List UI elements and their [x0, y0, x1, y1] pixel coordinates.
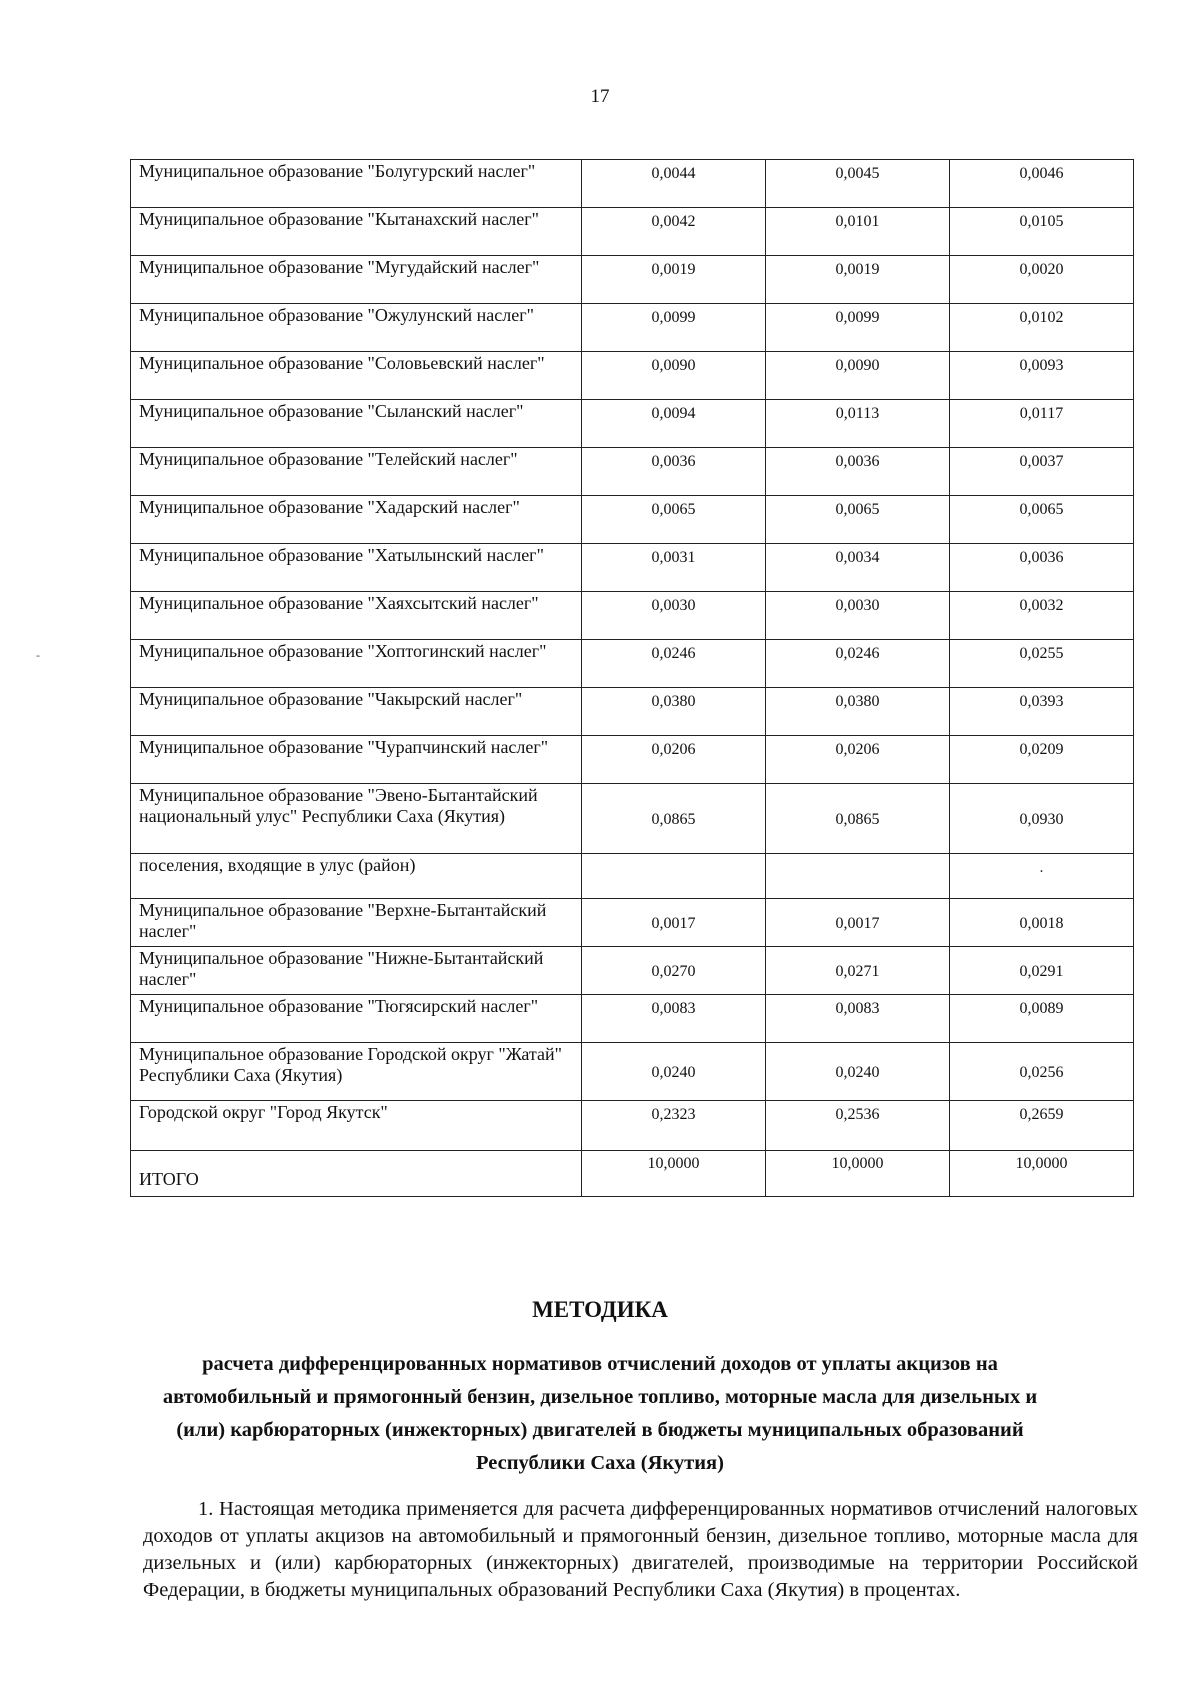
- row-value-2: 0,0206: [766, 736, 950, 784]
- row-value-1: 0,0094: [582, 400, 766, 448]
- row-value-1: 0,0017: [582, 899, 766, 947]
- row-value-3: .: [950, 854, 1134, 899]
- section-subheading: расчета дифференцированных нормативов отчислений доходов от уплаты акцизов на автомобильный и прямогонный бензин, дизельное топливо, моторные масла для дизельных и (или) карбюраторных (инжекторных) двигателей в бюджеты муниципальных образований Республики Саха (Якутия): [162, 1353, 1038, 1474]
- row-value-2: 0,0113: [766, 400, 950, 448]
- table-row-total: [131, 1151, 1134, 1197]
- table-row: [131, 1043, 1134, 1101]
- row-value-2: 0,0865: [766, 784, 950, 854]
- row-value-3: 10,0000: [950, 1151, 1134, 1197]
- row-value-2: 0,0083: [766, 995, 950, 1043]
- row-value-3: 0,0117: [950, 400, 1134, 448]
- row-name: Муниципальное образование "Соловьевский наслег": [131, 352, 582, 400]
- row-value-2: 0,0019: [766, 256, 950, 304]
- row-value-1: 0,0044: [582, 160, 766, 208]
- row-value-3: 0,2659: [950, 1101, 1134, 1151]
- row-value-3: 0,0255: [950, 640, 1134, 688]
- row-name: Муниципальное образование "Сыланский наслег": [131, 400, 582, 448]
- table-row: [131, 352, 1134, 400]
- row-value-2: 0,0036: [766, 448, 950, 496]
- row-value-3: 0,0018: [950, 899, 1134, 947]
- section-heading: МЕТОДИКА: [532, 1297, 668, 1322]
- row-value-3: 0,0393: [950, 688, 1134, 736]
- row-value-1: 0,0240: [582, 1043, 766, 1101]
- row-value-3: 0,0105: [950, 208, 1134, 256]
- row-value-1: 0,0030: [582, 592, 766, 640]
- row-value-1: 0,2323: [582, 1101, 766, 1151]
- row-value-2: 0,0065: [766, 496, 950, 544]
- row-value-2: [766, 854, 950, 899]
- row-name: Муниципальное образование "Хадарский наслег": [131, 496, 582, 544]
- row-value-3: 0,0930: [950, 784, 1134, 854]
- row-name: Муниципальное образование "Кытанахский наслег": [131, 208, 582, 256]
- table-row: [131, 1101, 1134, 1151]
- row-value-1: 0,0206: [582, 736, 766, 784]
- row-value-2: 0,0271: [766, 947, 950, 995]
- row-value-2: 0,0099: [766, 304, 950, 352]
- row-name: Муниципальное образование "Болугурский наслег": [131, 160, 582, 208]
- row-value-2: 0,0240: [766, 1043, 950, 1101]
- row-value-3: 0,0089: [950, 995, 1134, 1043]
- row-value-2: 0,0034: [766, 544, 950, 592]
- table-row: [131, 688, 1134, 736]
- row-value-2: 0,0101: [766, 208, 950, 256]
- table-row: [131, 854, 1134, 899]
- row-value-1: 0,0246: [582, 640, 766, 688]
- row-value-2: 10,0000: [766, 1151, 950, 1197]
- row-value-1: 10,0000: [582, 1151, 766, 1197]
- row-name: Муниципальное образование "Ожулунский наслег": [131, 304, 582, 352]
- row-value-1: 0,0865: [582, 784, 766, 854]
- page-number: 17: [590, 86, 610, 107]
- row-name: Муниципальное образование "Чакырский наслег": [131, 688, 582, 736]
- row-value-2: 0,0380: [766, 688, 950, 736]
- row-value-1: 0,0270: [582, 947, 766, 995]
- table-row: [131, 304, 1134, 352]
- row-value-1: [582, 854, 766, 899]
- row-value-3: 0,0209: [950, 736, 1134, 784]
- row-name: Муниципальное образование Городской округ "Жатай" Республики Саха (Якутия): [131, 1043, 582, 1101]
- row-name: ИТОГО: [131, 1151, 582, 1197]
- table-row: [131, 160, 1134, 208]
- row-name: Муниципальное образование "Хаяхсытский наслег": [131, 592, 582, 640]
- paragraph: 1. Настоящая методика применяется для расчета дифференцированных нормативов отчислений налоговых доходов от уплаты акцизов на автомобильный и прямогонный бензин, дизельное топливо, моторные масла для дизельных и (или) карбюраторных (инжекторных) двигателей, производимые на территории Российской Федерации, в бюджеты муниципальных образований Республики Саха (Якутия) в процентах.: [143, 1498, 1138, 1601]
- row-value-3: 0,0037: [950, 448, 1134, 496]
- row-value-1: 0,0380: [582, 688, 766, 736]
- table-row: [131, 544, 1134, 592]
- norms-table: [130, 159, 1134, 1197]
- row-value-2: 0,0017: [766, 899, 950, 947]
- row-value-1: 0,0090: [582, 352, 766, 400]
- row-value-1: 0,0065: [582, 496, 766, 544]
- row-value-3: 0,0291: [950, 947, 1134, 995]
- table-row: [131, 256, 1134, 304]
- row-value-2: 0,2536: [766, 1101, 950, 1151]
- row-name: Муниципальное образование "Тюгясирский наслег": [131, 995, 582, 1043]
- row-value-3: 0,0065: [950, 496, 1134, 544]
- row-value-1: 0,0031: [582, 544, 766, 592]
- row-value-1: 0,0099: [582, 304, 766, 352]
- row-value-3: 0,0093: [950, 352, 1134, 400]
- row-name: Муниципальное образование "Хатылынский наслег": [131, 544, 582, 592]
- row-name: Муниципальное образование "Эвено-Бытантайский национальный улус" Республики Саха (Якутия): [131, 784, 582, 854]
- table-row: [131, 947, 1134, 995]
- row-value-3: 0,0032: [950, 592, 1134, 640]
- row-value-3: 0,0020: [950, 256, 1134, 304]
- scan-mark: -: [36, 648, 40, 662]
- row-name: Муниципальное образование "Чурапчинский наслег": [131, 736, 582, 784]
- table-row: [131, 995, 1134, 1043]
- table-row: [131, 592, 1134, 640]
- row-name: Муниципальное образование "Нижне-Бытантайский наслег": [131, 947, 582, 995]
- row-name: поселения, входящие в улус (район): [131, 854, 582, 899]
- table-row: [131, 736, 1134, 784]
- table-row: [131, 448, 1134, 496]
- row-value-3: 0,0102: [950, 304, 1134, 352]
- row-value-2: 0,0246: [766, 640, 950, 688]
- table-row: [131, 400, 1134, 448]
- table-row: [131, 640, 1134, 688]
- row-value-1: 0,0083: [582, 995, 766, 1043]
- table-row: [131, 784, 1134, 854]
- row-value-3: 0,0046: [950, 160, 1134, 208]
- row-value-1: 0,0019: [582, 256, 766, 304]
- row-name: Муниципальное образование "Хоптогинский наслег": [131, 640, 582, 688]
- row-value-3: 0,0256: [950, 1043, 1134, 1101]
- row-value-2: 0,0030: [766, 592, 950, 640]
- table-row: [131, 496, 1134, 544]
- row-name: Городской округ "Город Якутск": [131, 1101, 582, 1151]
- row-name: Муниципальное образование "Мугудайский наслег": [131, 256, 582, 304]
- row-value-3: 0,0036: [950, 544, 1134, 592]
- row-value-2: 0,0045: [766, 160, 950, 208]
- row-name: Муниципальное образование "Телейский наслег": [131, 448, 582, 496]
- row-value-2: 0,0090: [766, 352, 950, 400]
- table-row: [131, 208, 1134, 256]
- row-value-1: 0,0036: [582, 448, 766, 496]
- row-value-1: 0,0042: [582, 208, 766, 256]
- table-row: [131, 899, 1134, 947]
- row-name: Муниципальное образование "Верхне-Бытантайский наслег": [131, 899, 582, 947]
